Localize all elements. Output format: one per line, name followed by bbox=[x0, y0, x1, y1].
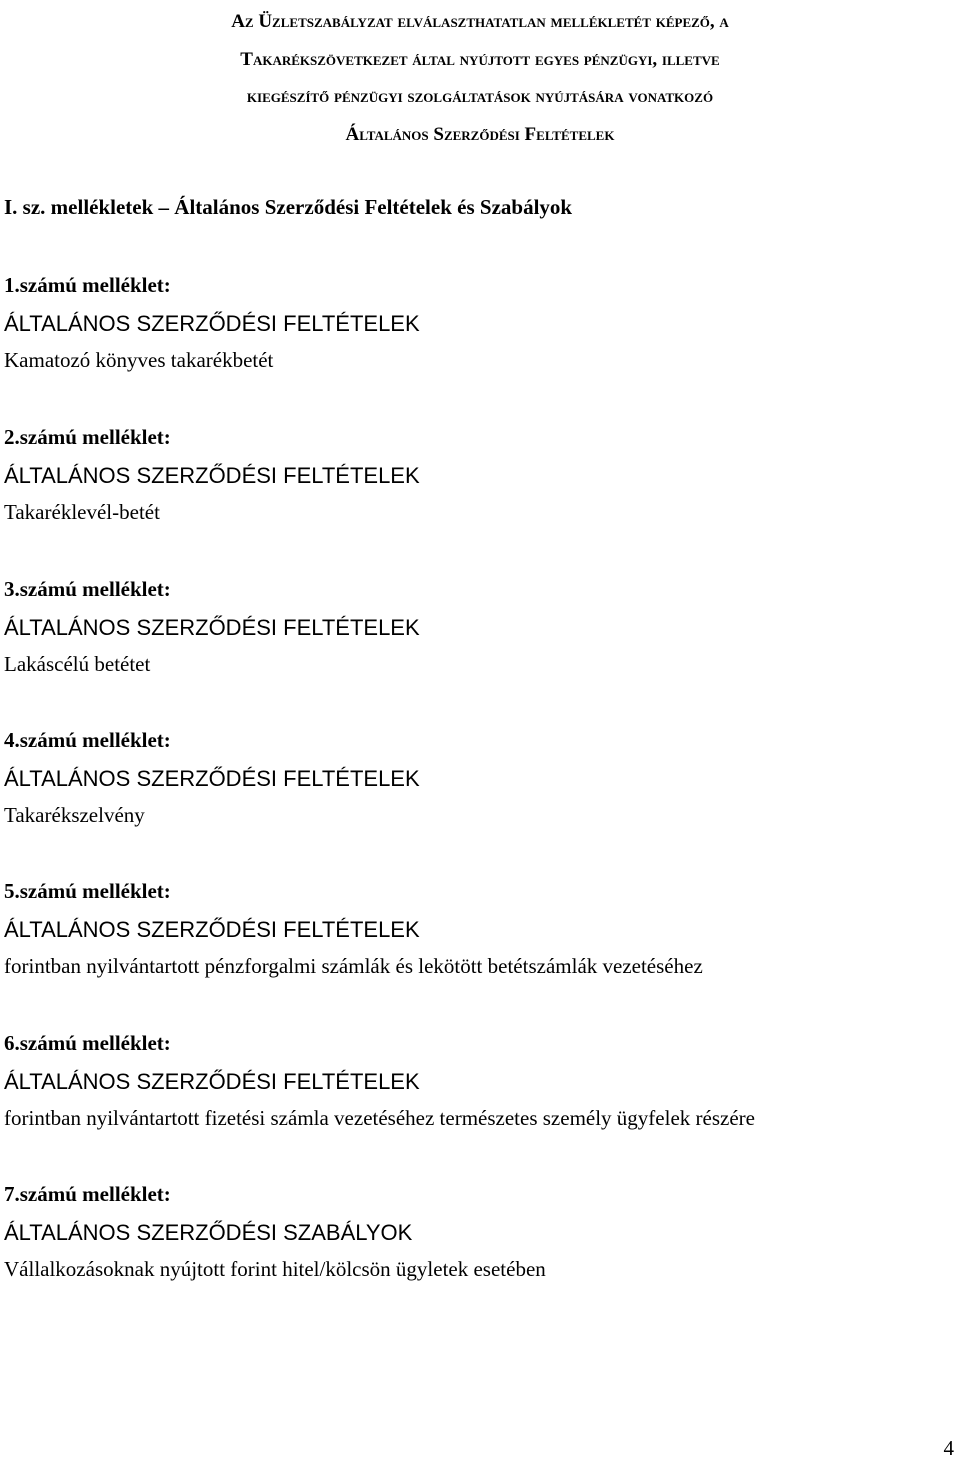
document-title-line: Általános Szerződési Feltételek bbox=[345, 123, 615, 145]
annex-number-label: 2.számú melléklet: bbox=[4, 425, 171, 449]
annex-heading: ÁLTALÁNOS SZERZŐDÉSI FELTÉTELEK bbox=[4, 766, 420, 791]
annex-subject: Lakáscélú betétet bbox=[4, 652, 151, 676]
annex-subject: Takarékszelvény bbox=[4, 803, 145, 827]
annex-6 bbox=[4, 1031, 755, 1130]
annex-number-label: 6.számú melléklet: bbox=[4, 1031, 171, 1055]
section-heading: I. sz. mellékletek – Általános Szerződési Feltételek és Szabályok bbox=[4, 195, 573, 219]
annex-4 bbox=[4, 728, 420, 827]
page-number: 4 bbox=[943, 1436, 954, 1460]
document-title-line: Az Üzletszabályzat elválaszthatatlan mellékletét képező, a bbox=[231, 11, 729, 32]
annex-heading: ÁLTALÁNOS SZERZŐDÉSI FELTÉTELEK bbox=[4, 311, 420, 336]
annex-subject: Vállalkozásoknak nyújtott forint hitel/kölcsön ügyletek esetében bbox=[4, 1257, 546, 1281]
annex-heading: ÁLTALÁNOS SZERZŐDÉSI FELTÉTELEK bbox=[4, 1069, 420, 1094]
document-title-line: kiegészítő pénzügyi szolgáltatások nyújtására vonatkozó bbox=[246, 86, 714, 107]
annex-7 bbox=[4, 1182, 546, 1281]
annex-number-label: 1.számú melléklet: bbox=[4, 273, 171, 297]
annex-subject: forintban nyilvántartott fizetési számla vezetéséhez természetes személy ügyfelek részére bbox=[4, 1106, 755, 1130]
annex-subject: Kamatozó könyves takarékbetét bbox=[4, 348, 274, 372]
annex-number-label: 7.számú melléklet: bbox=[4, 1182, 171, 1206]
document-title bbox=[0, 3, 960, 153]
annex-heading: ÁLTALÁNOS SZERZŐDÉSI FELTÉTELEK bbox=[4, 615, 420, 640]
annex-number-label: 4.számú melléklet: bbox=[4, 728, 171, 752]
annex-number-label: 5.számú melléklet: bbox=[4, 879, 171, 903]
annex-heading: ÁLTALÁNOS SZERZŐDÉSI FELTÉTELEK bbox=[4, 917, 420, 942]
annex-3 bbox=[4, 577, 420, 676]
annex-heading: ÁLTALÁNOS SZERZŐDÉSI FELTÉTELEK bbox=[4, 463, 420, 488]
annex-subject: forintban nyilvántartott pénzforgalmi számlák és lekötött betétszámlák vezetéséhez bbox=[4, 954, 703, 978]
annex-subject: Takaréklevél-betét bbox=[4, 500, 160, 524]
annex-2 bbox=[4, 425, 420, 524]
annex-5 bbox=[4, 879, 703, 978]
annex-heading: ÁLTALÁNOS SZERZŐDÉSI SZABÁLYOK bbox=[4, 1220, 413, 1245]
annex-1 bbox=[4, 273, 420, 372]
annex-number-label: 3.számú melléklet: bbox=[4, 577, 171, 601]
document-title-line: Takarékszövetkezet által nyújtott egyes pénzügyi, illetve bbox=[240, 48, 720, 70]
